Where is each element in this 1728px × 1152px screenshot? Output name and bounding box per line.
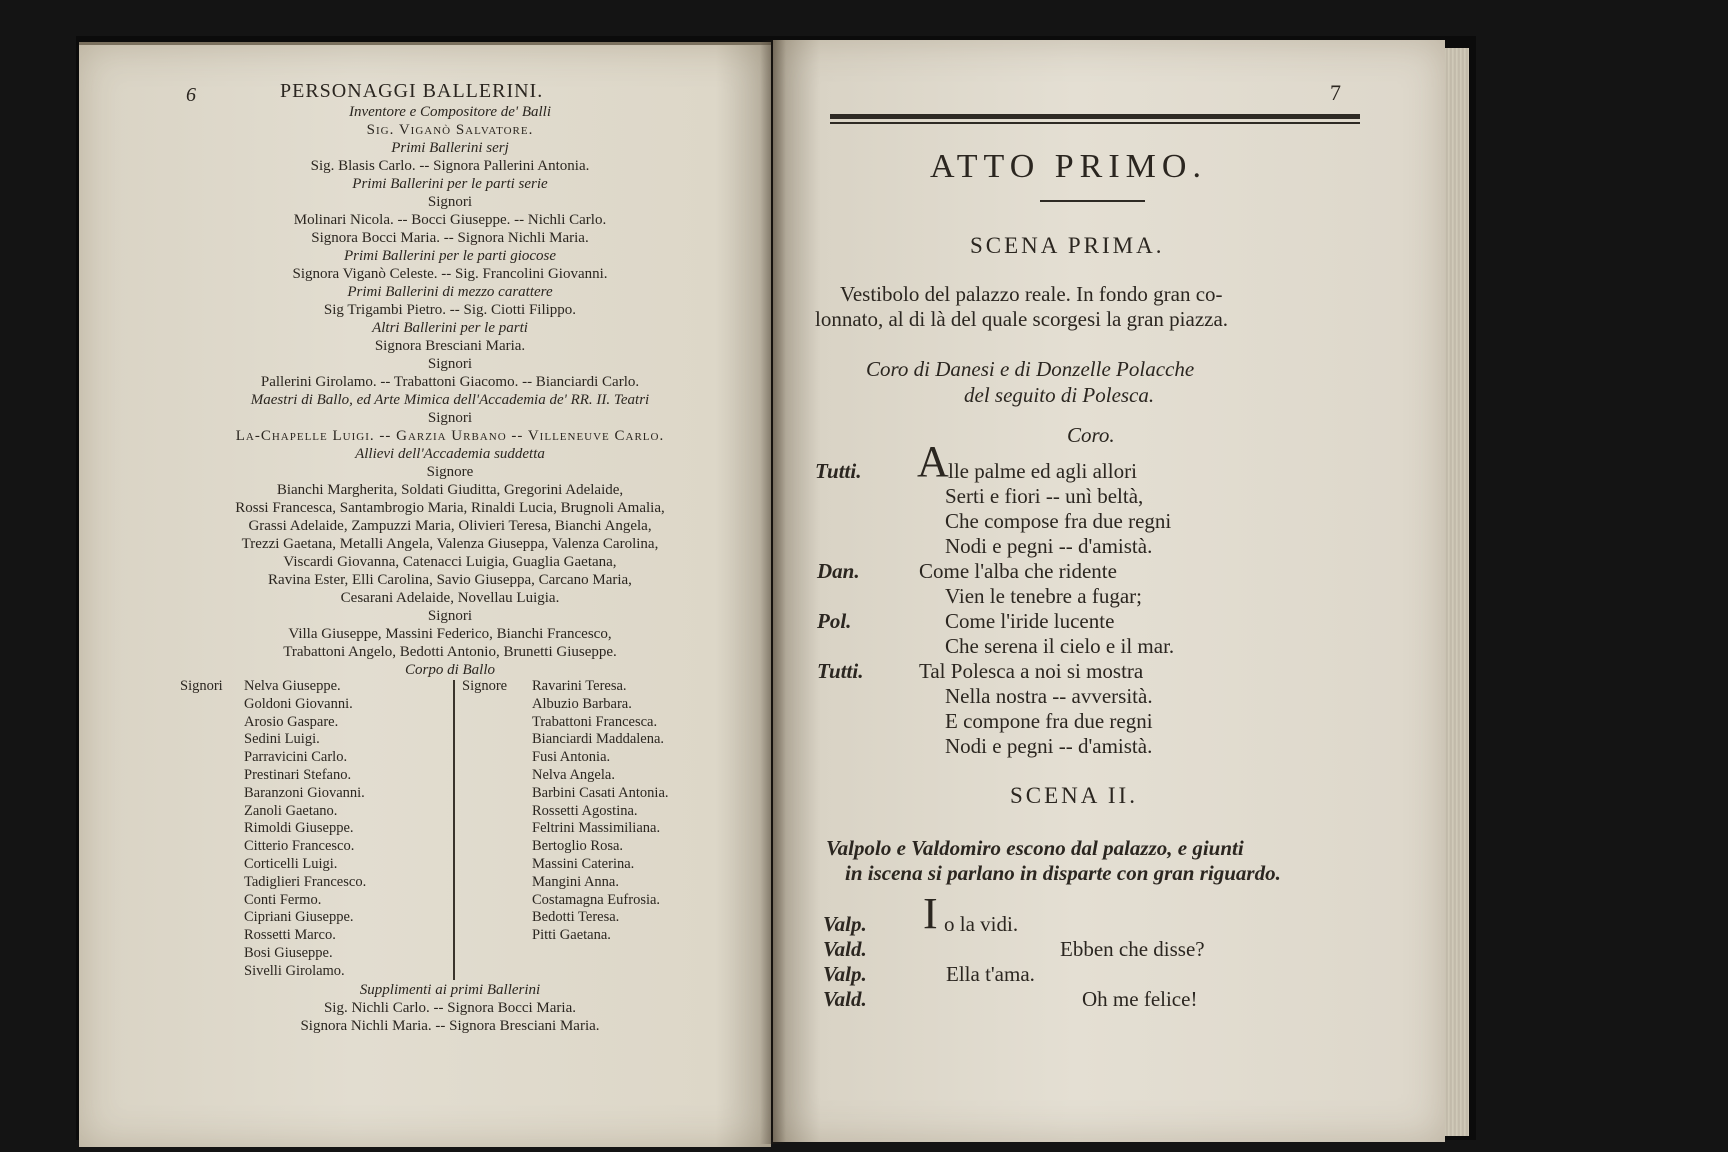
dialogue-line: Oh me felice! <box>1082 987 1198 1011</box>
dancer-name: Sivelli Girolamo. <box>244 962 345 979</box>
dancer-name: Arosio Gaspare. <box>244 713 339 730</box>
dancer-name: Baranzoni Giovanni. <box>244 784 365 801</box>
cast-line: Signora Bresciani Maria. <box>374 338 526 354</box>
drop-cap-i: I <box>923 889 938 938</box>
stage-direction-1: Valpolo e Valdomiro escono dal palazzo, e giunti <box>826 836 1244 860</box>
dancer-name: Nelva Giuseppe. <box>244 678 341 694</box>
chorus-label: Coro. <box>1067 423 1115 447</box>
cast-line: Sig Trigambi Pietro. -- Sig. Ciotti Filippo. <box>323 302 577 318</box>
dancer-name: Cipriani Giuseppe. <box>244 909 354 926</box>
dancer-name: Fusi Antonia. <box>532 749 611 766</box>
dancer-name: Costamagna Eufrosia. <box>532 891 661 908</box>
dialogue-line: o la vidi. <box>944 912 1019 936</box>
cast-line: Signori <box>427 410 473 426</box>
dancer-name: Nelva Angela. <box>532 766 615 783</box>
dancer-name: Tadiglieri Francesco. <box>244 873 367 890</box>
cast-line: Trezzi Gaetana, Metalli Angela, Valenza Giuseppa, Valenza Carolina, <box>241 536 659 552</box>
dancer-name: Goldoni Giovanni. <box>244 695 353 712</box>
dancer-name: Ravarini Teresa. <box>532 678 627 694</box>
verse-line: Nodi e pegni -- d'amistà. <box>945 734 1153 758</box>
page-title-left: PERSONAGGI BALLERINI. <box>280 80 544 102</box>
corpo-di-ballo-men <box>244 678 514 981</box>
cast-line: Primi Ballerini per le parti giocose <box>343 248 557 264</box>
dancer-name: Pitti Gaetana. <box>532 927 611 944</box>
dancer-name: Sedini Luigi. <box>244 731 320 748</box>
drop-cap-a: A <box>917 437 949 486</box>
scene-two-title: SCENA II. <box>1010 783 1138 808</box>
dancer-name: Prestinari Stefano. <box>244 766 352 783</box>
scene-one-title: SCENA PRIMA. <box>970 233 1165 258</box>
dancer-name: Albuzio Barbara. <box>532 695 632 712</box>
cast-line: Bianchi Margherita, Soldati Giuditta, Gregorini Adelaide, <box>276 482 624 498</box>
verse-line: Nodi e pegni -- d'amistà. <box>945 534 1153 558</box>
dancer-name: Zanoli Gaetano. <box>244 802 338 819</box>
corpo-di-ballo-women <box>532 678 812 945</box>
act-title: ATTO PRIMO. <box>930 148 1207 185</box>
supplimenti-line-1: Sig. Nichli Carlo. -- Signora Bocci Maria. <box>323 1000 577 1016</box>
setting-line-1: Vestibolo del palazzo reale. In fondo gran co- <box>840 282 1223 306</box>
corpo-left-header: Signori <box>180 678 223 694</box>
dancer-name: Bosi Giuseppe. <box>244 944 333 961</box>
cast-line: Signora Bocci Maria. -- Signora Nichli Maria. <box>311 230 589 246</box>
dancer-name: Rimoldi Giuseppe. <box>244 820 354 837</box>
cast-line: Primi Ballerini di mezzo carattere <box>347 284 553 300</box>
verse-line: Serti e fiori -- unì beltà, <box>945 484 1144 508</box>
cast-line: Primi Ballerini serj <box>391 140 509 156</box>
speaker-valp-2: Valp. <box>823 962 867 986</box>
dancer-name: Bianciardi Maddalena. <box>532 731 665 748</box>
cast-line: Signori <box>427 356 473 372</box>
cast-line: Molinari Nicola. -- Bocci Giuseppe. -- Nichli Carlo. <box>293 212 607 228</box>
verse-line: Vien le tenebre a fugar; <box>945 584 1142 608</box>
cast-line: Ravina Ester, Elli Carolina, Savio Giuseppa, Carcano Maria, <box>268 572 632 588</box>
dancer-name: Parravicini Carlo. <box>244 749 348 766</box>
dancer-name: Bertoglio Rosa. <box>532 838 624 855</box>
cast-line: Grassi Adelaide, Zampuzzi Maria, Olivieri Teresa, Bianchi Angela, <box>248 518 652 534</box>
cast-line: Rossi Francesca, Santambrogio Maria, Rinaldi Lucia, Brugnoli Amalia, <box>235 500 665 516</box>
dancer-name: Citterio Francesco. <box>244 838 355 855</box>
cast-line: Inventore e Compositore de' Balli <box>348 104 552 120</box>
page-edges <box>1445 48 1469 1136</box>
cast-line: Signori <box>427 608 473 624</box>
page-number-right: 7 <box>1330 80 1341 105</box>
cast-line: La-Chapelle Luigi. -- Garzia Urbano -- Villeneuve Carlo. <box>235 428 665 444</box>
verse-line: Che compose fra due regni <box>945 509 1172 533</box>
page-number-left: 6 <box>186 84 196 106</box>
cast-line: Primi Ballerini per le parti serie <box>352 176 548 192</box>
cast-line: Allievi dell'Accademia suddetta <box>355 446 545 462</box>
speaker-dan: Dan. <box>817 559 860 583</box>
header-rule <box>830 114 1360 119</box>
verse-line: Nella nostra -- avversità. <box>945 684 1153 708</box>
dancer-name: Rossetti Marco. <box>244 927 336 944</box>
speaker-tutti: Tutti. <box>815 459 862 483</box>
speaker-valp: Valp. <box>823 912 867 936</box>
supplimenti-title: Supplimenti ai primi Ballerini <box>359 982 541 998</box>
cast-line: Viscardi Giovanna, Catenacci Luigia, Guaglia Gaetana, <box>283 554 617 570</box>
dancer-name: Mangini Anna. <box>532 873 619 890</box>
dialogue-line: Ella t'ama. <box>946 962 1035 986</box>
column-divider <box>453 680 455 980</box>
cast-line: Signori <box>427 194 473 210</box>
speaker-vald-2: Vald. <box>823 987 867 1011</box>
verse-line: Che serena il cielo e il mar. <box>945 634 1175 658</box>
cast-line: Altri Ballerini per le parti <box>372 320 528 336</box>
verse-line: Tal Polesca a noi si mostra <box>919 659 1144 683</box>
verse-line: Come l'iride lucente <box>945 609 1115 633</box>
chorus-description-1: Coro di Danesi e di Donzelle Polacche <box>866 357 1195 381</box>
header-rule-thin <box>830 122 1360 124</box>
dialogue-line: Ebben che disse? <box>1060 937 1205 961</box>
title-divider <box>1040 200 1145 202</box>
corpo-right-header: Signore <box>462 678 508 694</box>
setting-line-2: lonnato, al di là del quale scorgesi la gran piazza. <box>815 307 1229 331</box>
cast-line: Trabattoni Angelo, Bedotti Antonio, Brunetti Giuseppe. <box>283 644 617 660</box>
cast-line: Corpo di Ballo <box>404 662 495 678</box>
cast-line: Villa Giuseppe, Massini Federico, Bianchi Francesco, <box>288 626 612 642</box>
cast-line: Cesarani Adelaide, Novellau Luigia. <box>340 590 560 606</box>
dancer-name: Conti Fermo. <box>244 891 322 908</box>
verse-line: E compone fra due regni <box>945 709 1153 733</box>
speaker-vald: Vald. <box>823 937 867 961</box>
dancer-name: Corticelli Luigi. <box>244 855 338 872</box>
dancer-name: Massini Caterina. <box>532 855 635 872</box>
cast-line: Signora Viganò Celeste. -- Sig. Francolini Giovanni. <box>292 266 608 282</box>
speaker-tutti-2: Tutti. <box>817 659 864 683</box>
cast-line: Pallerini Girolamo. -- Trabattoni Giacomo. -- Bianciardi Carlo. <box>260 374 640 390</box>
dancer-name: Feltrini Massimiliana. <box>532 820 661 837</box>
dancer-name: Bedotti Teresa. <box>532 909 620 926</box>
speaker-pol: Pol. <box>817 609 852 633</box>
cast-line: Signore <box>426 464 474 480</box>
supplimenti-line-2: Signora Nichli Maria. -- Signora Bresciani Maria. <box>300 1018 600 1034</box>
cast-line: Maestri di Ballo, ed Arte Mimica dell'Accademia de' RR. II. Teatri <box>250 392 650 408</box>
dancer-name: Barbini Casati Antonia. <box>532 784 669 801</box>
cast-line: Sig. Blasis Carlo. -- Signora Pallerini Antonia. <box>310 158 590 174</box>
dancer-name: Rossetti Agostina. <box>532 802 638 819</box>
stage-direction-2: in iscena si parlano in disparte con gran riguardo. <box>845 861 1281 885</box>
cast-line: Sig. Viganò Salvatore. <box>366 122 534 138</box>
verse-line: lle palme ed agli allori <box>948 459 1137 483</box>
chorus-description-2: del seguito di Polesca. <box>964 383 1155 407</box>
dancer-name: Trabattoni Francesca. <box>532 713 658 730</box>
verse-line: Come l'alba che ridente <box>919 559 1117 583</box>
book-spine <box>760 40 786 1144</box>
